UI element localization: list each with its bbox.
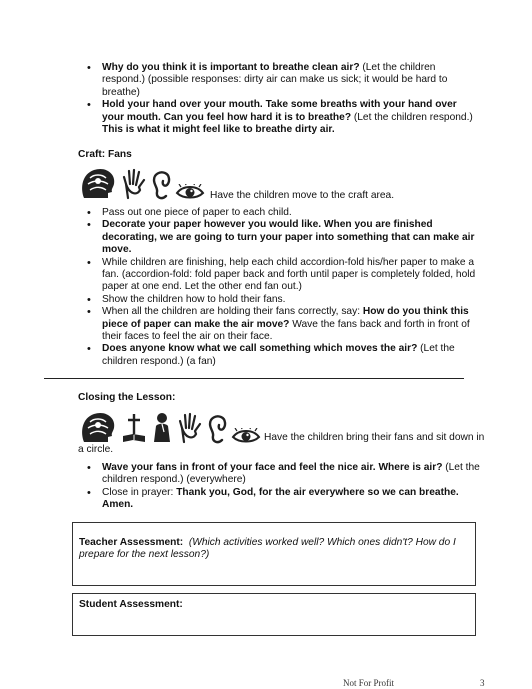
list-item <box>80 343 480 368</box>
teacher-assessment-box[interactable] <box>72 522 476 586</box>
list-item <box>80 219 480 256</box>
ear-icon <box>150 170 172 200</box>
bullet-bold-text: Why do you think it is important to breathe clean air? <box>102 62 360 73</box>
ear-icon <box>206 414 228 444</box>
bullet-bold-text: Hold your hand over your mouth. Take some breaths with your hand over your mouth. Can you feel how hard it is to breathe? <box>102 99 457 123</box>
list-item <box>80 207 480 219</box>
list-item <box>80 306 480 343</box>
page-number: 3 <box>480 678 485 688</box>
bullet-bold-text: This is what it might feel like to breathe dirty air. <box>102 124 335 136</box>
bullet-bold-text: Wave your fans in front of your face and feel the nice air. Where is air? <box>102 462 443 473</box>
closing-icon-row <box>78 410 261 444</box>
top-bullet-list <box>80 62 475 136</box>
bullet-text: Pass out one piece of paper to each child. <box>102 207 292 218</box>
praying-child-icon <box>150 412 174 444</box>
hand-icon <box>177 412 203 444</box>
bullet-text: Wave the fans back and forth in front of their faces to feel the air on their face. <box>102 318 470 343</box>
list-item <box>80 462 484 487</box>
cross-book-icon <box>121 412 147 444</box>
closing-intro: Have the children bring their fans and sit down in a circle. <box>78 431 485 455</box>
head-icon <box>78 166 118 200</box>
bullet-bold-text: Does anyone know what we call something which moves the air? <box>102 343 418 355</box>
eye-icon <box>231 428 261 444</box>
bullet-text: (Let the children respond.) <box>351 111 473 123</box>
bullet-bold-text: Thank you, God, for the air everywhere so we can breathe. Amen. <box>102 486 459 511</box>
section-divider <box>44 378 464 379</box>
eye-icon <box>175 184 205 200</box>
bullet-text: (Let the children respond.) (possible responses: dirty air can make us sick; it would be hard to breathe) <box>102 62 448 98</box>
student-assessment-label: Student Assessment: <box>79 599 183 610</box>
bullet-text: Close in prayer: <box>102 486 177 498</box>
student-assessment-box[interactable] <box>72 593 476 636</box>
craft-heading: Craft: Fans <box>78 149 132 160</box>
closing-bullet-list <box>80 462 484 512</box>
bullet-text: Show the children how to hold their fans. <box>102 293 286 305</box>
footer-note: Not For Profit <box>343 678 395 688</box>
bullet-bold-text: Decorate your paper however you would like. When you are finished decorating, we are going to turn your paper into something that can make air move. <box>102 219 475 256</box>
hand-icon <box>121 168 147 200</box>
craft-icon-row <box>78 166 394 200</box>
list-item <box>80 62 475 99</box>
teacher-assessment-label: Teacher Assessment: <box>79 537 184 548</box>
list-item <box>80 99 475 136</box>
list-item <box>80 294 480 306</box>
craft-bullet-list <box>80 207 480 368</box>
list-item <box>80 487 484 512</box>
list-item <box>80 257 480 294</box>
head-icon <box>78 410 118 444</box>
bullet-text: When all the children are holding their fans correctly, say: <box>102 306 363 318</box>
craft-intro: Have the children move to the craft area. <box>210 189 395 201</box>
bullet-text: (Let the children respond.) (everywhere) <box>102 462 480 486</box>
bullet-text: While children are finishing, help each child accordion-fold his/her paper to make a fan. (accordion-fold: fold paper back and forth until paper is completely folded, hold paper at one end. Let the other end fan out.) <box>102 256 476 293</box>
bullet-text: (Let the children respond.) (a fan) <box>102 343 455 367</box>
bullet-bold-text: How do you think this piece of paper can make the air move? <box>102 306 469 330</box>
closing-heading: Closing the Lesson: <box>78 392 176 403</box>
closing-intro-block <box>78 410 488 456</box>
teacher-assessment-prompt: (Which activities worked well? Which ones didn't? How do I prepare for the next lesson?) <box>79 537 456 561</box>
